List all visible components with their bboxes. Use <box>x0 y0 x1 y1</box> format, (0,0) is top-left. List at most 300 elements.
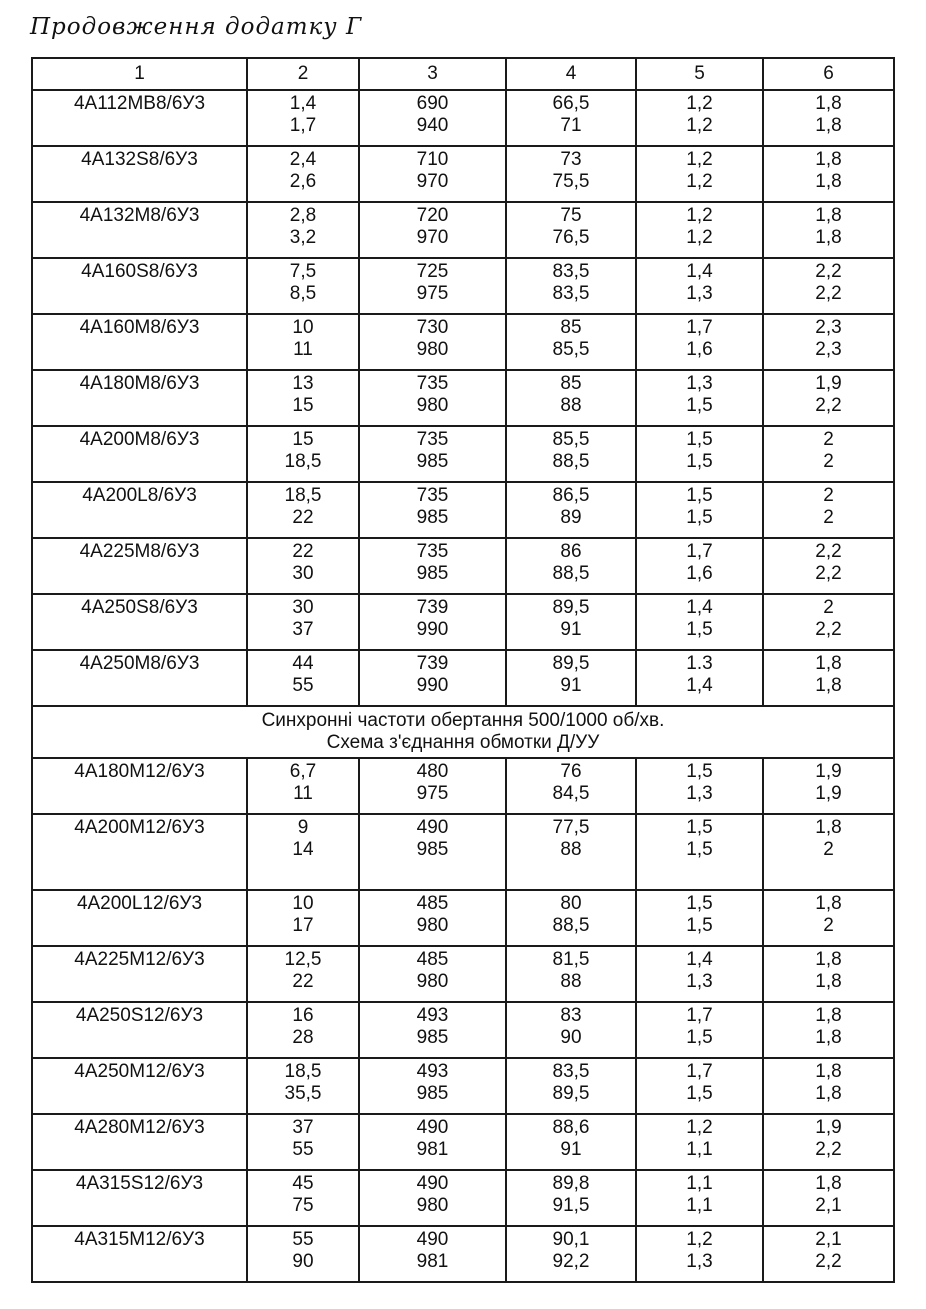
value-top: 1,2 <box>686 205 713 226</box>
motor-model-cell <box>32 202 247 258</box>
value-bottom: 1,8 <box>815 171 842 192</box>
value-bottom: 1,5 <box>686 915 713 936</box>
value-cell-c5 <box>636 90 763 146</box>
value-cell-c4 <box>506 370 636 426</box>
motor-model: 4А280М12/6У3 <box>74 1117 205 1138</box>
value-cell-c3 <box>359 1002 506 1058</box>
value-cell-c3 <box>359 814 506 890</box>
value-cell-c4 <box>506 1058 636 1114</box>
value-bottom: 88 <box>560 839 582 860</box>
value-bottom: 1,5 <box>686 451 713 472</box>
value-cell-c2 <box>247 538 359 594</box>
value-cell-c6 <box>763 538 894 594</box>
value-cell-c3 <box>359 594 506 650</box>
value-cell-c6 <box>763 1170 894 1226</box>
value-cell-c6 <box>763 314 894 370</box>
table-row <box>32 758 894 814</box>
table-row <box>32 90 894 146</box>
value-bottom: 985 <box>416 451 449 472</box>
value-top: 735 <box>416 541 449 562</box>
value-top: 73 <box>560 149 582 170</box>
value-top: 490 <box>416 1117 449 1138</box>
value-top: 1,8 <box>815 93 842 114</box>
value-bottom: 981 <box>416 1139 449 1160</box>
value-bottom: 2,2 <box>815 1251 842 1272</box>
page-title: Продовження додатку Г <box>30 14 363 40</box>
value-bottom: 1,8 <box>815 1027 842 1048</box>
value-cell-c4 <box>506 314 636 370</box>
value-bottom: 2,2 <box>815 395 842 416</box>
value-cell-c2 <box>247 370 359 426</box>
table-row <box>32 1170 894 1226</box>
value-cell-c5 <box>636 202 763 258</box>
motor-model: 4А225М8/6У3 <box>79 541 200 562</box>
column-header: 6 <box>763 58 894 90</box>
value-bottom: 2,1 <box>815 1195 842 1216</box>
value-cell-c4 <box>506 1226 636 1282</box>
motor-model: 4А250М12/6У3 <box>74 1061 205 1082</box>
value-top: 80 <box>560 893 582 914</box>
value-bottom: 15 <box>292 395 314 416</box>
value-bottom: 1,2 <box>686 115 713 136</box>
value-top: 730 <box>416 317 449 338</box>
value-top: 1,8 <box>815 893 842 914</box>
table-row <box>32 314 894 370</box>
value-cell-c2 <box>247 1058 359 1114</box>
value-bottom: 980 <box>416 339 449 360</box>
value-bottom: 90 <box>292 1251 314 1272</box>
motor-model-cell <box>32 258 247 314</box>
motor-model-cell <box>32 758 247 814</box>
motor-model-cell <box>32 1114 247 1170</box>
value-top: 83,5 <box>552 261 590 282</box>
value-cell-c5 <box>636 758 763 814</box>
value-bottom: 1,1 <box>686 1195 713 1216</box>
motor-model: 4А250S8/6У3 <box>81 597 198 618</box>
value-top: 1,3 <box>686 373 713 394</box>
value-bottom: 91 <box>560 1139 582 1160</box>
value-bottom: 2,2 <box>815 563 842 584</box>
value-cell-c5 <box>636 890 763 946</box>
value-top: 735 <box>416 373 449 394</box>
value-top: 2 <box>823 597 834 618</box>
value-cell-c5 <box>636 258 763 314</box>
value-cell-c5 <box>636 946 763 1002</box>
value-bottom: 88 <box>560 971 582 992</box>
value-cell-c5 <box>636 146 763 202</box>
value-cell-c4 <box>506 538 636 594</box>
value-top: 1,8 <box>815 149 842 170</box>
value-bottom: 975 <box>416 283 449 304</box>
value-top: 1,4 <box>686 261 713 282</box>
motor-model-cell <box>32 482 247 538</box>
value-bottom: 980 <box>416 971 449 992</box>
value-cell-c6 <box>763 1002 894 1058</box>
motor-model-cell <box>32 90 247 146</box>
value-top: 1,5 <box>686 761 713 782</box>
motor-model: 4А250М8/6У3 <box>79 653 200 674</box>
value-cell-c6 <box>763 890 894 946</box>
value-cell-c5 <box>636 1170 763 1226</box>
motor-model: 4А200L8/6У3 <box>82 485 197 506</box>
value-cell-c3 <box>359 258 506 314</box>
value-top: 1,4 <box>686 597 713 618</box>
table-row <box>32 594 894 650</box>
value-top: 81,5 <box>552 949 590 970</box>
value-cell-c2 <box>247 426 359 482</box>
motor-model: 4А250S12/6У3 <box>75 1005 204 1026</box>
value-bottom: 28 <box>292 1027 314 1048</box>
value-cell-c5 <box>636 814 763 890</box>
value-bottom: 1,8 <box>815 971 842 992</box>
value-cell-c4 <box>506 1114 636 1170</box>
value-top: 12,5 <box>284 949 322 970</box>
value-cell-c6 <box>763 946 894 1002</box>
value-bottom: 88,5 <box>552 563 590 584</box>
value-bottom: 990 <box>416 675 449 696</box>
value-cell-c5 <box>636 314 763 370</box>
value-bottom: 89 <box>560 507 582 528</box>
table-row <box>32 890 894 946</box>
value-cell-c4 <box>506 758 636 814</box>
value-top: 10 <box>292 317 314 338</box>
value-top: 1,1 <box>686 1173 713 1194</box>
value-bottom: 75,5 <box>552 171 590 192</box>
value-top: 83 <box>560 1005 582 1026</box>
table-row <box>32 202 894 258</box>
value-bottom: 11 <box>293 783 313 804</box>
value-cell-c3 <box>359 370 506 426</box>
value-cell-c6 <box>763 1226 894 1282</box>
value-cell-c4 <box>506 594 636 650</box>
value-cell-c4 <box>506 650 636 706</box>
value-cell-c3 <box>359 90 506 146</box>
value-top: 89,8 <box>552 1173 590 1194</box>
value-bottom: 1,5 <box>686 1083 713 1104</box>
value-top: 2 <box>823 485 834 506</box>
value-cell-c3 <box>359 146 506 202</box>
value-cell-c6 <box>763 650 894 706</box>
value-top: 739 <box>416 653 449 674</box>
value-bottom: 3,2 <box>289 227 317 248</box>
value-bottom: 8,5 <box>289 283 317 304</box>
motor-model-cell <box>32 538 247 594</box>
value-top: 690 <box>416 93 449 114</box>
value-bottom: 88,5 <box>552 451 590 472</box>
value-cell-c3 <box>359 1170 506 1226</box>
value-top: 493 <box>416 1061 449 1082</box>
value-bottom: 91,5 <box>552 1195 590 1216</box>
value-bottom: 2 <box>823 839 834 860</box>
value-bottom: 1,2 <box>686 171 713 192</box>
value-bottom: 18,5 <box>284 451 322 472</box>
table-row <box>32 814 894 890</box>
value-bottom: 2,3 <box>815 339 842 360</box>
value-bottom: 1,8 <box>815 1083 842 1104</box>
value-top: 725 <box>416 261 449 282</box>
motor-model: 4А315М12/6У3 <box>74 1229 205 1250</box>
value-cell-c6 <box>763 758 894 814</box>
value-top: 490 <box>416 817 449 838</box>
value-bottom: 11 <box>293 339 313 360</box>
value-bottom: 970 <box>416 227 449 248</box>
value-cell-c5 <box>636 1226 763 1282</box>
motor-model-cell <box>32 426 247 482</box>
value-top: 2,8 <box>289 205 317 226</box>
value-bottom: 1,8 <box>815 115 842 136</box>
value-top: 18,5 <box>284 1061 322 1082</box>
value-bottom: 2,2 <box>815 1139 842 1160</box>
value-cell-c4 <box>506 146 636 202</box>
value-top: 735 <box>416 429 449 450</box>
table-row <box>32 538 894 594</box>
value-bottom: 1,7 <box>289 115 317 136</box>
value-cell-c5 <box>636 370 763 426</box>
value-top: 44 <box>292 653 314 674</box>
value-top: 480 <box>416 761 449 782</box>
value-top: 85 <box>560 317 582 338</box>
motor-model: 4А200М12/6У3 <box>74 817 205 838</box>
value-bottom: 2 <box>823 451 834 472</box>
value-cell-c2 <box>247 1226 359 1282</box>
value-bottom: 14 <box>292 839 314 860</box>
value-bottom: 75 <box>292 1195 314 1216</box>
value-top: 55 <box>292 1229 314 1250</box>
value-top: 490 <box>416 1173 449 1194</box>
motor-model: 4А180М8/6У3 <box>79 373 200 394</box>
value-top: 1,7 <box>686 1005 713 1026</box>
value-cell-c2 <box>247 758 359 814</box>
value-cell-c6 <box>763 258 894 314</box>
motor-model-cell <box>32 370 247 426</box>
value-bottom: 940 <box>416 115 449 136</box>
column-header: 2 <box>247 58 359 90</box>
value-top: 485 <box>416 893 449 914</box>
value-top: 1,8 <box>815 1061 842 1082</box>
value-top: 2 <box>823 429 834 450</box>
value-cell-c2 <box>247 1114 359 1170</box>
value-top: 2,2 <box>815 541 842 562</box>
value-cell-c5 <box>636 1002 763 1058</box>
value-bottom: 85,5 <box>552 339 590 360</box>
value-cell-c2 <box>247 482 359 538</box>
value-top: 1,8 <box>815 653 842 674</box>
section-heading-line1: Синхронні частоти обертання 500/1000 об/хв. <box>261 710 665 731</box>
value-top: 1,5 <box>686 485 713 506</box>
value-bottom: 1,6 <box>686 339 713 360</box>
value-top: 10 <box>292 893 314 914</box>
motor-model-cell <box>32 146 247 202</box>
value-bottom: 2 <box>823 507 834 528</box>
value-top: 1,2 <box>686 1117 713 1138</box>
motor-model-cell <box>32 1226 247 1282</box>
motor-model: 4А160S8/6У3 <box>81 261 198 282</box>
column-header: 3 <box>359 58 506 90</box>
value-top: 1,9 <box>815 373 842 394</box>
value-top: 1,2 <box>686 93 713 114</box>
value-cell-c4 <box>506 202 636 258</box>
value-cell-c4 <box>506 1002 636 1058</box>
value-top: 1,9 <box>815 761 842 782</box>
value-cell-c5 <box>636 1114 763 1170</box>
value-top: 66,5 <box>552 93 590 114</box>
value-bottom: 83,5 <box>552 283 590 304</box>
table-row <box>32 1058 894 1114</box>
value-cell-c6 <box>763 426 894 482</box>
value-bottom: 985 <box>416 839 449 860</box>
value-top: 1,8 <box>815 205 842 226</box>
value-top: 88,6 <box>552 1117 590 1138</box>
table-row <box>32 258 894 314</box>
value-bottom: 37 <box>292 619 314 640</box>
value-cell-c4 <box>506 890 636 946</box>
motor-model: 4А200М8/6У3 <box>79 429 200 450</box>
value-top: 18,5 <box>284 485 322 506</box>
value-bottom: 1,5 <box>686 395 713 416</box>
value-cell-c6 <box>763 370 894 426</box>
value-cell-c6 <box>763 594 894 650</box>
value-top: 83,5 <box>552 1061 590 1082</box>
value-bottom: 2,2 <box>815 283 842 304</box>
value-cell-c6 <box>763 814 894 890</box>
value-bottom: 1,1 <box>686 1139 713 1160</box>
value-top: 2,3 <box>815 317 842 338</box>
value-bottom: 990 <box>416 619 449 640</box>
value-top: 1,2 <box>686 1229 713 1250</box>
value-bottom: 92,2 <box>552 1251 590 1272</box>
motor-model-cell <box>32 1002 247 1058</box>
value-cell-c2 <box>247 946 359 1002</box>
table-row <box>32 146 894 202</box>
value-bottom: 2,6 <box>289 171 317 192</box>
value-top: 2,2 <box>815 261 842 282</box>
value-bottom: 970 <box>416 171 449 192</box>
value-bottom: 2 <box>823 915 834 936</box>
section-heading-line2: Схема з'єднання обмотки Д/УУ <box>326 732 600 753</box>
value-cell-c2 <box>247 146 359 202</box>
value-cell-c3 <box>359 202 506 258</box>
section-heading-cell <box>32 706 894 758</box>
value-cell-c2 <box>247 594 359 650</box>
value-top: 16 <box>292 1005 314 1026</box>
value-cell-c3 <box>359 482 506 538</box>
value-top: 85,5 <box>552 429 590 450</box>
value-cell-c5 <box>636 650 763 706</box>
value-cell-c5 <box>636 426 763 482</box>
value-cell-c3 <box>359 758 506 814</box>
value-bottom: 1,3 <box>686 783 713 804</box>
value-cell-c3 <box>359 650 506 706</box>
value-top: 1,9 <box>815 1117 842 1138</box>
value-cell-c3 <box>359 426 506 482</box>
value-cell-c4 <box>506 814 636 890</box>
table-row <box>32 370 894 426</box>
value-top: 720 <box>416 205 449 226</box>
value-top: 2,4 <box>289 149 317 170</box>
value-cell-c3 <box>359 1058 506 1114</box>
value-bottom: 22 <box>292 971 314 992</box>
value-top: 1,4 <box>289 93 317 114</box>
motor-model-cell <box>32 650 247 706</box>
table-row <box>32 426 894 482</box>
value-cell-c3 <box>359 1226 506 1282</box>
table-row <box>32 650 894 706</box>
column-header: 5 <box>636 58 763 90</box>
value-cell-c2 <box>247 314 359 370</box>
value-top: 1,7 <box>686 541 713 562</box>
value-top: 1,7 <box>686 1061 713 1082</box>
value-top: 75 <box>560 205 582 226</box>
value-bottom: 2,2 <box>815 619 842 640</box>
value-cell-c2 <box>247 90 359 146</box>
value-bottom: 1,5 <box>686 839 713 860</box>
value-cell-c3 <box>359 538 506 594</box>
table-header-row <box>32 58 894 90</box>
value-top: 22 <box>292 541 314 562</box>
value-bottom: 88,5 <box>552 915 590 936</box>
value-bottom: 1,2 <box>686 227 713 248</box>
section-heading-row <box>32 706 894 758</box>
value-bottom: 1,3 <box>686 283 713 304</box>
value-bottom: 35,5 <box>284 1083 322 1104</box>
value-bottom: 1,5 <box>686 507 713 528</box>
value-bottom: 55 <box>292 675 314 696</box>
table-row <box>32 1002 894 1058</box>
value-bottom: 981 <box>416 1251 449 1272</box>
motor-model-cell <box>32 946 247 1002</box>
value-cell-c2 <box>247 890 359 946</box>
value-bottom: 76,5 <box>552 227 590 248</box>
value-cell-c6 <box>763 1114 894 1170</box>
value-bottom: 980 <box>416 395 449 416</box>
value-top: 735 <box>416 485 449 506</box>
value-top: 13 <box>292 373 314 394</box>
value-bottom: 22 <box>292 507 314 528</box>
value-cell-c2 <box>247 1002 359 1058</box>
value-top: 1,8 <box>815 817 842 838</box>
value-cell-c2 <box>247 650 359 706</box>
value-top: 493 <box>416 1005 449 1026</box>
value-top: 76 <box>560 761 582 782</box>
value-cell-c4 <box>506 258 636 314</box>
motor-model-cell <box>32 594 247 650</box>
motor-model: 4А180М12/6У3 <box>74 761 205 782</box>
value-top: 1,8 <box>815 1005 842 1026</box>
value-bottom: 980 <box>416 1195 449 1216</box>
value-cell-c5 <box>636 482 763 538</box>
value-top: 30 <box>292 597 314 618</box>
value-bottom: 985 <box>416 563 449 584</box>
value-top: 89,5 <box>552 653 590 674</box>
value-bottom: 1,5 <box>686 1027 713 1048</box>
value-cell-c4 <box>506 426 636 482</box>
value-top: 1.3 <box>686 653 713 674</box>
value-top: 2,1 <box>815 1229 842 1250</box>
motor-model: 4А132М8/6У3 <box>79 205 200 226</box>
value-top: 1,2 <box>686 149 713 170</box>
value-cell-c2 <box>247 258 359 314</box>
value-top: 85 <box>560 373 582 394</box>
value-cell-c2 <box>247 814 359 890</box>
value-bottom: 55 <box>292 1139 314 1160</box>
value-top: 7,5 <box>289 261 317 282</box>
table-row <box>32 946 894 1002</box>
value-top: 6,7 <box>289 761 317 782</box>
value-cell-c6 <box>763 202 894 258</box>
table-body <box>32 58 894 1282</box>
value-cell-c2 <box>247 1170 359 1226</box>
value-top: 1,4 <box>686 949 713 970</box>
